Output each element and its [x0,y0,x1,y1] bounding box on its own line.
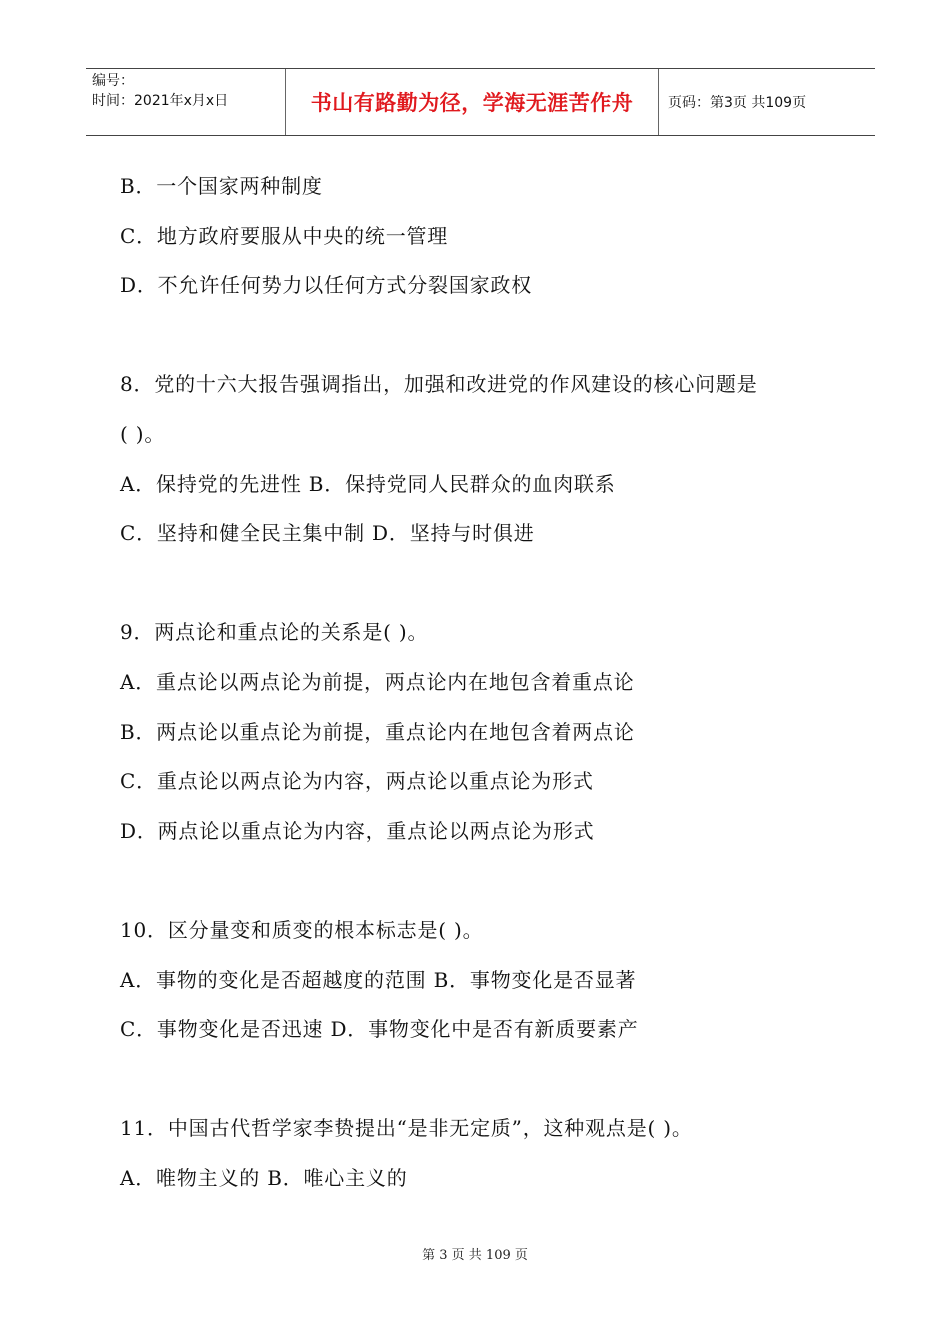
date-label: 时间：2021年x月x日 [92,93,229,109]
text-line: C．坚持和健全民主集中制 D．坚持与时俱进 [120,521,535,546]
page-footer: 第 3 页 共 109 页 [422,1248,528,1263]
text-line: D．两点论以重点论为内容，重点论以两点论为形式 [120,818,595,843]
page-header [86,68,875,136]
paragraph-gap [120,862,880,912]
paragraph-gap [120,565,880,615]
paragraph-gap [120,317,880,367]
text-line: C．重点论以两点论为内容，两点论以重点论为形式 [120,769,594,794]
text-line: A．唯物主义的 B．唯心主义的 [120,1165,408,1190]
text-line: C．地方政府要服从中央的统一管理 [120,223,449,248]
text-line: A．保持党的先进性 B．保持党同人民群众的血肉联系 [120,471,616,496]
text-line: A．重点论以两点论为前提，两点论内在地包含着重点论 [120,669,635,694]
text-line: B．两点论以重点论为前提，重点论内在地包含着两点论 [120,719,635,744]
question-8-stem: 8．党的十六大报告强调指出，加强和改进党的作风建设的核心问题是 [120,372,758,397]
question-10-stem: 10．区分量变和质变的根本标志是( )。 [120,917,484,942]
text-line: ( )。 [120,421,166,446]
question-9-stem: 9．两点论和重点论的关系是( )。 [120,620,429,645]
header-motto: 书山有路勤为径，学海无涯苦作舟 [286,69,659,135]
paragraph-gap [120,1061,880,1111]
text-line: D．不允许任何势力以任何方式分裂国家政权 [120,273,533,298]
serial-label: 编号： [92,73,134,89]
document-body [120,168,880,1209]
header-meta [86,69,286,135]
text-line: A．事物的变化是否超越度的范围 B．事物变化是否显著 [120,967,637,992]
question-11-stem: 11．中国古代哲学家李贽提出“是非无定质”，这种观点是( )。 [120,1116,693,1141]
header-page-number: 页码：第3页 共109页 [668,95,807,111]
text-line: C．事物变化是否迅速 D．事物变化中是否有新质要素产 [120,1017,639,1042]
text-line: B．一个国家两种制度 [120,174,323,198]
